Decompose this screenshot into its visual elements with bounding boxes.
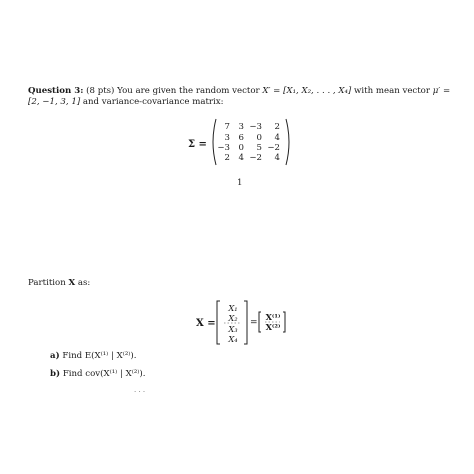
matrix-cell: 0: [256, 133, 262, 143]
matrix-cell: 4: [274, 133, 280, 143]
question-points: (8 pts): [86, 86, 115, 96]
vector-entry: X₁: [228, 303, 238, 313]
block-entry: X⁽¹⁾: [265, 312, 281, 322]
part-text: Find E(X⁽¹⁾ | X⁽²⁾).: [62, 351, 137, 361]
matrix-cell: 3: [224, 133, 230, 143]
mean-vector: μ′ = [2, −1, 3, 1]: [28, 86, 451, 108]
matrix-cell: 4: [238, 153, 244, 163]
part-text: Find cov(X⁽¹⁾ | X⁽²⁾).: [62, 369, 146, 379]
matrix-cell: −2: [249, 153, 262, 163]
matrix-cell: 7: [224, 122, 230, 132]
question-label: Question 3:: [28, 86, 84, 96]
partition-text-end: as:: [75, 278, 91, 288]
partition-lhs: X =: [196, 318, 216, 329]
vector-entry: X₂: [228, 313, 238, 323]
question-text: [28, 86, 458, 108]
covariance-matrix: [210, 118, 292, 166]
question-text-3: and variance-covariance matrix:: [80, 97, 224, 108]
block-entry: X⁽²⁾: [265, 322, 281, 332]
equals-sign: =: [250, 318, 258, 328]
matrix-cell: 5: [256, 143, 262, 153]
matrix-cell: −3: [249, 122, 262, 132]
part-label: b): [50, 369, 61, 379]
sigma-label: Σ =: [188, 139, 207, 150]
part-label: a): [50, 351, 60, 361]
vector-entry: X₃: [228, 324, 238, 334]
matrix-cell: −2: [267, 143, 280, 153]
partition-symbol: X: [68, 278, 76, 288]
matrix-cell: 2: [274, 122, 280, 132]
part-a: [50, 351, 137, 361]
question-text-1: You are given the random vector: [114, 86, 263, 96]
vector-entry: X₄: [228, 334, 238, 344]
part-b: [50, 369, 146, 379]
partition-text-start: Partition: [28, 278, 69, 288]
random-vector: X′ = [X₁, X₂, . . . , X₄]: [262, 86, 352, 96]
matrix-cell: −3: [217, 143, 230, 153]
page-number: 1: [237, 178, 243, 188]
matrix-cell: 0: [238, 143, 244, 153]
trailing-dots: . . .: [134, 386, 146, 394]
matrix-cell: 2: [224, 153, 230, 163]
partition-block-vector: [258, 311, 286, 333]
matrix-cell: 4: [274, 153, 280, 163]
question-text-2: with mean vector: [351, 86, 433, 96]
matrix-cell: 6: [238, 133, 244, 143]
partition-column-vector: [216, 300, 248, 345]
matrix-cell: 3: [238, 122, 244, 132]
partition-text: [28, 278, 90, 288]
